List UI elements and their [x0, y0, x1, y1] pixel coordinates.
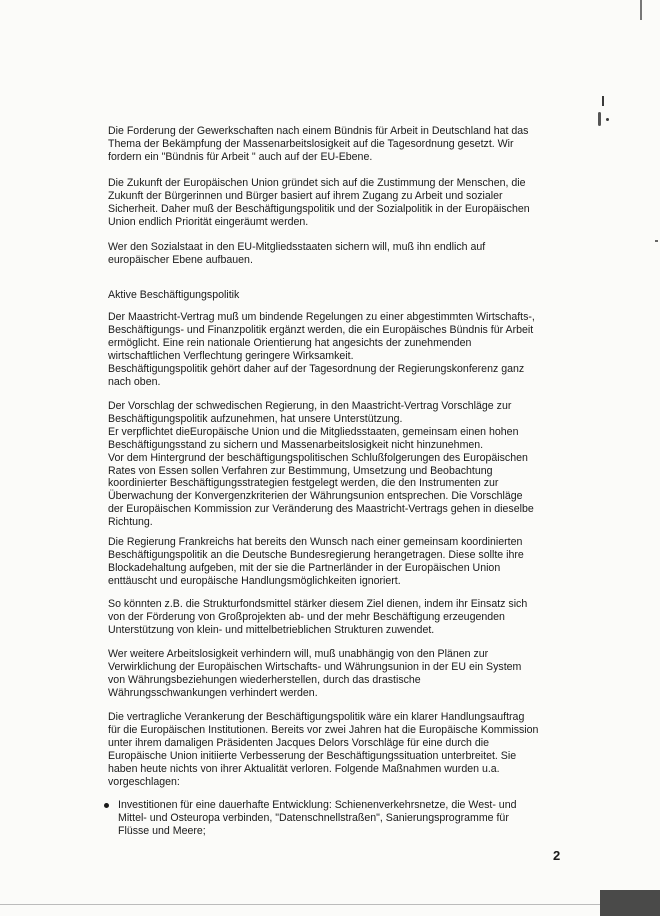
scan-artifact: [602, 96, 604, 106]
text-line: der Europäischen Kommission zur Veränderung des Maastricht-Vertrags gehen in dieselbe: [108, 503, 534, 516]
text-line: Die vertragliche Verankerung der Beschäftigungspolitik wäre ein klarer Handlungsauftrag: [108, 711, 525, 723]
paragraph: [108, 711, 564, 788]
text-line: nach oben.: [108, 375, 161, 388]
text-line: Union endlich Priorität eingeräumt werden.: [108, 215, 309, 228]
text-line: Beschäftigungsstand zu sichern und Massenarbeitslosigkeit nicht hinzunehmen.: [108, 438, 484, 451]
scan-artifact: [655, 240, 658, 242]
paragraph: [108, 536, 564, 588]
text-line: Vor dem Hintergrund der beschäftigungspolitischen Schlußfolgerungen des Europäischen: [108, 451, 528, 464]
scan-artifact: [606, 118, 609, 121]
text-line: von der Förderung von Großprojekten ab- und der mehr Beschäftigung erzeugenden: [108, 610, 505, 623]
text-line: Währungsschwankungen verhindert werden.: [108, 686, 318, 699]
text-line: Wer den Sozialstaat in den EU-Mitgliedsstaaten sichern will, muß ihn endlich auf: [108, 241, 486, 253]
bullet-text: [118, 799, 516, 838]
section-heading: Aktive Beschäftigungspolitik: [108, 289, 240, 301]
text-line: für die Europäischen Institutionen. Bereits vor zwei Jahren hat die Europäische Kommission: [108, 723, 539, 736]
text-line: europäischer Ebene aufbauen.: [108, 253, 253, 266]
scan-artifact: [598, 112, 601, 126]
text-line: Richtung.: [108, 516, 153, 529]
text-line: vorgeschlagen:: [108, 775, 180, 788]
text-line: Überwachung der Konvergenzkriterien der Währungsunion entsprechen. Die Vorschläge: [108, 490, 523, 503]
text-line: Der Vorschlag der schwedischen Regierung, in den Maastricht-Vertrag Vorschläge zur: [108, 400, 512, 412]
text-line: Rates von Essen sollen Verfahren zur Bestimmung, Umsetzung und Beobachtung: [108, 464, 493, 477]
text-line: Beschäftigungspolitik an die Deutsche Bundesregierung herangetragen. Diese sollte ihre: [108, 548, 524, 561]
text-line: Thema der Bekämpfung der Massenarbeitslosigkeit auf die Tagesordnung gesetzt. Wir: [108, 137, 514, 150]
scan-artifact: [0, 904, 600, 905]
paragraph: [108, 400, 564, 529]
text-line: Die Forderung der Gewerkschaften nach einem Bündnis für Arbeit in Deutschland hat das: [108, 125, 529, 137]
text-line: Unterstützung von klein- und mittelbetrieblichen Strukturen zuwendet.: [108, 623, 435, 636]
text-line: unter ihrem damaligen Präsidenten Jacques Delors Vorschläge für eine durch die: [108, 736, 490, 749]
paragraph: [108, 648, 564, 700]
text-line: ermöglicht. Eine rein nationale Orientierung hat angesichts der zunehmenden: [108, 336, 472, 349]
text-line: Mittel- und Osteuropa verbinden, "Datenschnellstraßen", Sanierungsprogramme für: [118, 812, 509, 824]
text-line: Der Maastricht-Vertrag muß um bindende Regelungen zu einer abgestimmten Wirtschafts-,: [108, 311, 535, 323]
paragraph: [108, 177, 564, 229]
text-line: Die Zukunft der Europäischen Union gründet sich auf die Zustimmung der Menschen, die: [108, 177, 526, 189]
scan-artifact: [640, 0, 642, 20]
text-line: wirtschaftlichen Verflechtung geringere Wirksamkeit.: [108, 349, 354, 362]
scan-artifact: [600, 890, 660, 916]
page-number: 2: [553, 848, 561, 863]
text-line: enttäuscht und europäische Handlungsmöglichkeiten ignoriert.: [108, 574, 401, 587]
paragraph: [108, 125, 564, 164]
text-line: Verwirklichung der Europäischen Wirtschafts- und Währungsunion in der EU ein System: [108, 660, 522, 673]
text-line: Blockadehaltung aufgeben, mit der sie die Partnerländer in der Europäischen Union: [108, 561, 501, 574]
text-line: koordinierter Beschäftigungsstrategien festgelegt werden, die den Instrumenten zur: [108, 477, 499, 490]
text-line: Flüsse und Meere;: [118, 825, 206, 837]
text-line: Sicherheit. Daher muß der Beschäftigungspolitik und der Sozialpolitik in der Europäischen: [108, 202, 530, 215]
text-line: Zukunft der Bürgerinnen und Bürger basiert auf ihrem Zugang zu Arbeit und sozialer: [108, 189, 503, 202]
text-line: haben heute nichts von ihrer Aktualität verloren. Folgende Maßnahmen wurden u.a.: [108, 762, 500, 775]
text-line: Wer weitere Arbeitslosigkeit verhindern will, muß unabhängig von den Plänen zur: [108, 648, 489, 660]
text-line: von Währungsbeziehungen wiederherstellen, durch das drastische: [108, 673, 421, 686]
paragraph: [108, 598, 564, 637]
text-line: So könnten z.B. die Strukturfondsmittel stärker diesem Ziel dienen, indem ihr Einsatz sich: [108, 598, 528, 610]
text-line: Europäische Union initiierte Verbesserung der Beschäftigungssituation unterbreitet. Sie: [108, 749, 517, 762]
text-line: Er verpflichtet dieEuropäische Union und die Mitgliedsstaaten, gemeinsam einen hohen: [108, 425, 519, 438]
text-line: Beschäftigungspolitik gehört daher auf der Tagesordnung der Regierungskonferenz ganz: [108, 362, 525, 375]
paragraph: [108, 241, 564, 267]
text-line: Investitionen für eine dauerhafte Entwicklung: Schienenverkehrsnetze, die West- und: [118, 799, 517, 811]
text-line: Beschäftigungs- und Finanzpolitik ergänzt werden, die ein Europäisches Bündnis für Arbeit: [108, 323, 534, 336]
text-line: Beschäftigungspolitik aufzunehmen, hat unsere Unterstützung.: [108, 412, 403, 425]
text-line: Die Regierung Frankreichs hat bereits den Wunsch nach einer gemeinsam koordinierten: [108, 536, 523, 548]
text-line: fordern ein "Bündnis für Arbeit " auch auf der EU-Ebene.: [108, 150, 373, 163]
paragraph: [108, 311, 564, 388]
bullet-icon: [104, 803, 109, 808]
